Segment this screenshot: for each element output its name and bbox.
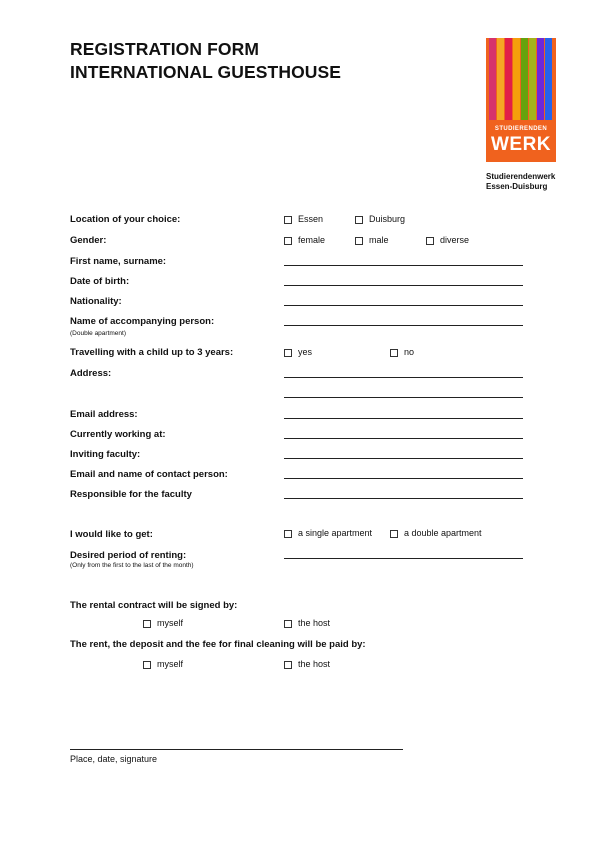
checkbox-icon[interactable] <box>390 530 398 538</box>
checkbox-icon[interactable] <box>390 349 398 357</box>
org-line-2: Essen-Duisburg <box>486 182 548 191</box>
working-label: Currently working at: <box>70 429 166 440</box>
apartment-label: I would like to get: <box>70 529 153 540</box>
contract-myself-option[interactable] <box>143 618 183 629</box>
payment-myself-option[interactable] <box>143 659 183 670</box>
accompanying-note: (Double apartment) <box>70 330 126 337</box>
option-label: female <box>298 235 326 245</box>
checkbox-icon[interactable] <box>355 216 363 224</box>
option-label: a double apartment <box>404 528 482 538</box>
location-label: Location of your choice: <box>70 214 181 225</box>
option-label: male <box>369 235 389 245</box>
payment-host-option[interactable] <box>284 659 330 670</box>
location-essen-option[interactable] <box>284 214 323 225</box>
logo-stripe <box>505 38 512 120</box>
checkbox-icon[interactable] <box>143 661 151 669</box>
checkbox-icon[interactable] <box>284 349 292 357</box>
name-label: First name, surname: <box>70 256 167 267</box>
checkbox-icon[interactable] <box>143 620 151 628</box>
logo-stripe <box>537 38 544 120</box>
logo-stripe <box>529 38 536 120</box>
child-no-option[interactable] <box>390 347 414 358</box>
period-note: (Only from the first to the last of the month) <box>70 562 194 569</box>
gender-diverse-option[interactable] <box>426 235 469 246</box>
signature-label: Place, date, signature <box>70 754 158 764</box>
logo-stripe <box>513 38 520 120</box>
contact-label: Email and name of contact person: <box>70 469 228 480</box>
payment-label: The rent, the deposit and the fee for final cleaning will be paid by: <box>70 639 366 650</box>
address-field-line-1[interactable] <box>284 377 523 378</box>
email-field[interactable] <box>284 418 523 419</box>
contact-field[interactable] <box>284 478 523 479</box>
logo-stripe <box>545 38 552 120</box>
faculty-label: Inviting faculty: <box>70 449 141 460</box>
option-label: Duisburg <box>369 214 406 224</box>
gender-female-option[interactable] <box>284 235 325 246</box>
checkbox-icon[interactable] <box>355 237 363 245</box>
accompanying-field[interactable] <box>284 325 523 326</box>
option-label: no <box>404 347 415 357</box>
option-label: diverse <box>440 235 470 245</box>
faculty-field[interactable] <box>284 458 523 459</box>
gender-male-option[interactable] <box>355 235 389 246</box>
address-field-line-2[interactable] <box>284 397 523 398</box>
checkbox-icon[interactable] <box>284 530 292 538</box>
apartment-single-option[interactable] <box>284 528 372 539</box>
contract-label: The rental contract will be signed by: <box>70 600 238 611</box>
organization-name <box>486 172 555 192</box>
address-label: Address: <box>70 368 112 379</box>
title-line-1: REGISTRATION FORM <box>70 39 260 59</box>
form-title <box>70 38 341 84</box>
signature-field[interactable] <box>70 749 403 750</box>
checkbox-icon[interactable] <box>284 661 292 669</box>
working-field[interactable] <box>284 438 523 439</box>
responsible-label: Responsible for the faculty <box>70 489 192 500</box>
gender-label: Gender: <box>70 235 107 246</box>
option-label: yes <box>298 347 313 357</box>
logo-stripe <box>489 38 496 120</box>
checkbox-icon[interactable] <box>284 620 292 628</box>
checkbox-icon[interactable] <box>284 237 292 245</box>
logo-stripe <box>497 38 504 120</box>
org-line-1: Studierendenwerk <box>486 172 556 181</box>
nationality-label: Nationality: <box>70 296 122 307</box>
child-yes-option[interactable] <box>284 347 312 358</box>
nationality-field[interactable] <box>284 305 523 306</box>
logo-stripe <box>521 38 528 120</box>
name-field[interactable] <box>284 265 523 266</box>
option-label: a single apartment <box>298 528 373 538</box>
apartment-double-option[interactable] <box>390 528 482 539</box>
contract-host-option[interactable] <box>284 618 330 629</box>
title-line-2: INTERNATIONAL GUESTHOUSE <box>70 62 342 82</box>
accompanying-label: Name of accompanying person: <box>70 316 215 327</box>
logo-small-text: STUDIERENDEN <box>494 126 548 132</box>
email-label: Email address: <box>70 409 138 420</box>
option-label: the host <box>298 618 331 628</box>
checkbox-icon[interactable] <box>284 216 292 224</box>
location-duisburg-option[interactable] <box>355 214 405 225</box>
period-label: Desired period of renting: <box>70 550 187 561</box>
logo-big-text: WERK <box>490 134 552 155</box>
dob-label: Date of birth: <box>70 276 130 287</box>
option-label: the host <box>298 659 331 669</box>
option-label: Essen <box>298 214 324 224</box>
option-label: myself <box>157 659 184 669</box>
checkbox-icon[interactable] <box>426 237 434 245</box>
responsible-field[interactable] <box>284 498 523 499</box>
period-field[interactable] <box>284 558 523 559</box>
option-label: myself <box>157 618 184 628</box>
studierendenwerk-logo <box>486 38 556 162</box>
child-label: Travelling with a child up to 3 years: <box>70 347 234 358</box>
dob-field[interactable] <box>284 285 523 286</box>
